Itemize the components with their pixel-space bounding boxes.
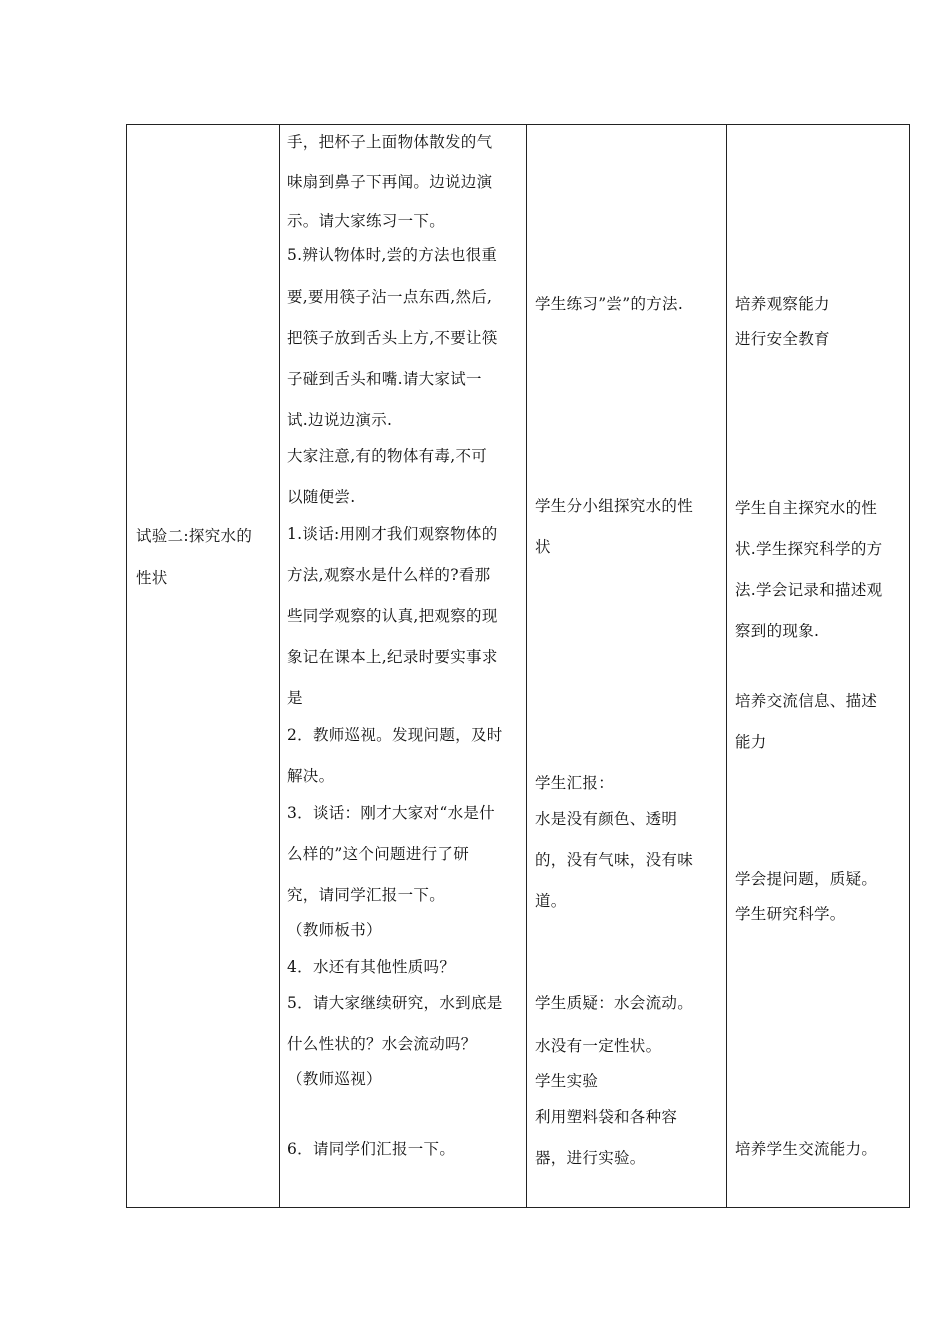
column-divider xyxy=(726,125,727,1207)
teacher-activity-line: 4．水还有其他性质吗？ xyxy=(287,958,456,976)
stage-heading: 性状 xyxy=(136,569,168,587)
column-divider xyxy=(279,125,280,1207)
teacher-activity-line: 以随便尝. xyxy=(287,488,356,506)
design-intent-line: 进行安全教育 xyxy=(735,330,830,348)
lesson-plan-table xyxy=(126,124,910,1208)
teacher-activity-line: 解决。 xyxy=(287,767,335,785)
teacher-activity-line: 方法,观察水是什么样的?看那 xyxy=(287,566,491,584)
teacher-activity-line: 大家注意,有的物体有毒,不可 xyxy=(287,447,488,465)
design-intent-line: 能力 xyxy=(735,733,767,751)
teacher-activity-line: 子碰到舌头和嘴.请大家试一 xyxy=(287,370,482,388)
teacher-activity-line: 2．教师巡视。发现问题，及时 xyxy=(287,726,503,744)
teacher-activity-line: 5．请大家继续研究，水到底是 xyxy=(287,994,503,1012)
teacher-activity-line: （教师巡视） xyxy=(287,1070,382,1088)
teacher-activity-line: 示。请大家练习一下。 xyxy=(287,212,446,230)
design-intent-line: 学会提问题，质疑。 xyxy=(735,870,878,888)
design-intent-line: 学生自主探究水的性 xyxy=(735,499,878,517)
teacher-activity-line: 要,要用筷子沾一点东西,然后, xyxy=(287,288,493,306)
teacher-activity-line: 把筷子放到舌头上方,不要让筷 xyxy=(287,329,498,347)
teacher-activity-line: 么样的”这个问题进行了研 xyxy=(287,845,470,863)
student-activity-line: 的，没有气味，没有味 xyxy=(535,851,694,869)
column-divider xyxy=(526,125,527,1207)
student-activity-line: 利用塑料袋和各种容 xyxy=(535,1108,678,1126)
teacher-activity-line: 是 xyxy=(287,689,303,707)
student-activity-line: 学生质疑：水会流动。 xyxy=(535,994,694,1012)
teacher-activity-line: 手，把杯子上面物体散发的气 xyxy=(287,133,493,151)
design-intent-line: 培养学生交流能力。 xyxy=(735,1140,878,1158)
teacher-activity-line: （教师板书） xyxy=(287,921,382,939)
teacher-activity-line: 1.谈话:用刚才我们观察物体的 xyxy=(287,525,498,543)
design-intent-line: 培养观察能力 xyxy=(735,295,830,313)
student-activity-line: 道。 xyxy=(535,892,567,910)
design-intent-line: 学生研究科学。 xyxy=(735,905,846,923)
teacher-activity-line: 味扇到鼻子下再闻。边说边演 xyxy=(287,173,493,191)
student-activity-line: 水是没有颜色、透明 xyxy=(535,810,678,828)
teacher-activity-line: 究，请同学汇报一下。 xyxy=(287,886,446,904)
teacher-activity-line: 试.边说边演示. xyxy=(287,411,393,429)
design-intent-line: 法.学会记录和描述观 xyxy=(735,581,883,599)
stage-heading: 试验二:探究水的 xyxy=(136,527,253,545)
student-activity-line: 学生练习”尝”的方法. xyxy=(535,295,684,313)
design-intent-line: 状.学生探究科学的方 xyxy=(735,540,883,558)
teacher-activity-line: 象记在课本上,纪录时要实事求 xyxy=(287,648,498,666)
student-activity-line: 水没有一定性状。 xyxy=(535,1037,662,1055)
teacher-activity-line: 什么性状的？水会流动吗？ xyxy=(287,1035,477,1053)
student-activity-line: 状 xyxy=(535,538,551,556)
student-activity-line: 学生汇报： xyxy=(535,774,615,792)
teacher-activity-line: 3．谈话：刚才大家对“水是什 xyxy=(287,804,495,822)
design-intent-line: 察到的现象. xyxy=(735,622,820,640)
design-intent-line: 培养交流信息、描述 xyxy=(735,692,878,710)
teacher-activity-line: 6．请同学们汇报一下。 xyxy=(287,1140,456,1158)
teacher-activity-line: 5.辨认物体时,尝的方法也很重 xyxy=(287,246,498,264)
student-activity-line: 学生实验 xyxy=(535,1072,599,1090)
teacher-activity-line: 些同学观察的认真,把观察的现 xyxy=(287,607,498,625)
student-activity-line: 学生分小组探究水的性 xyxy=(535,497,694,515)
student-activity-line: 器，进行实验。 xyxy=(535,1149,646,1167)
